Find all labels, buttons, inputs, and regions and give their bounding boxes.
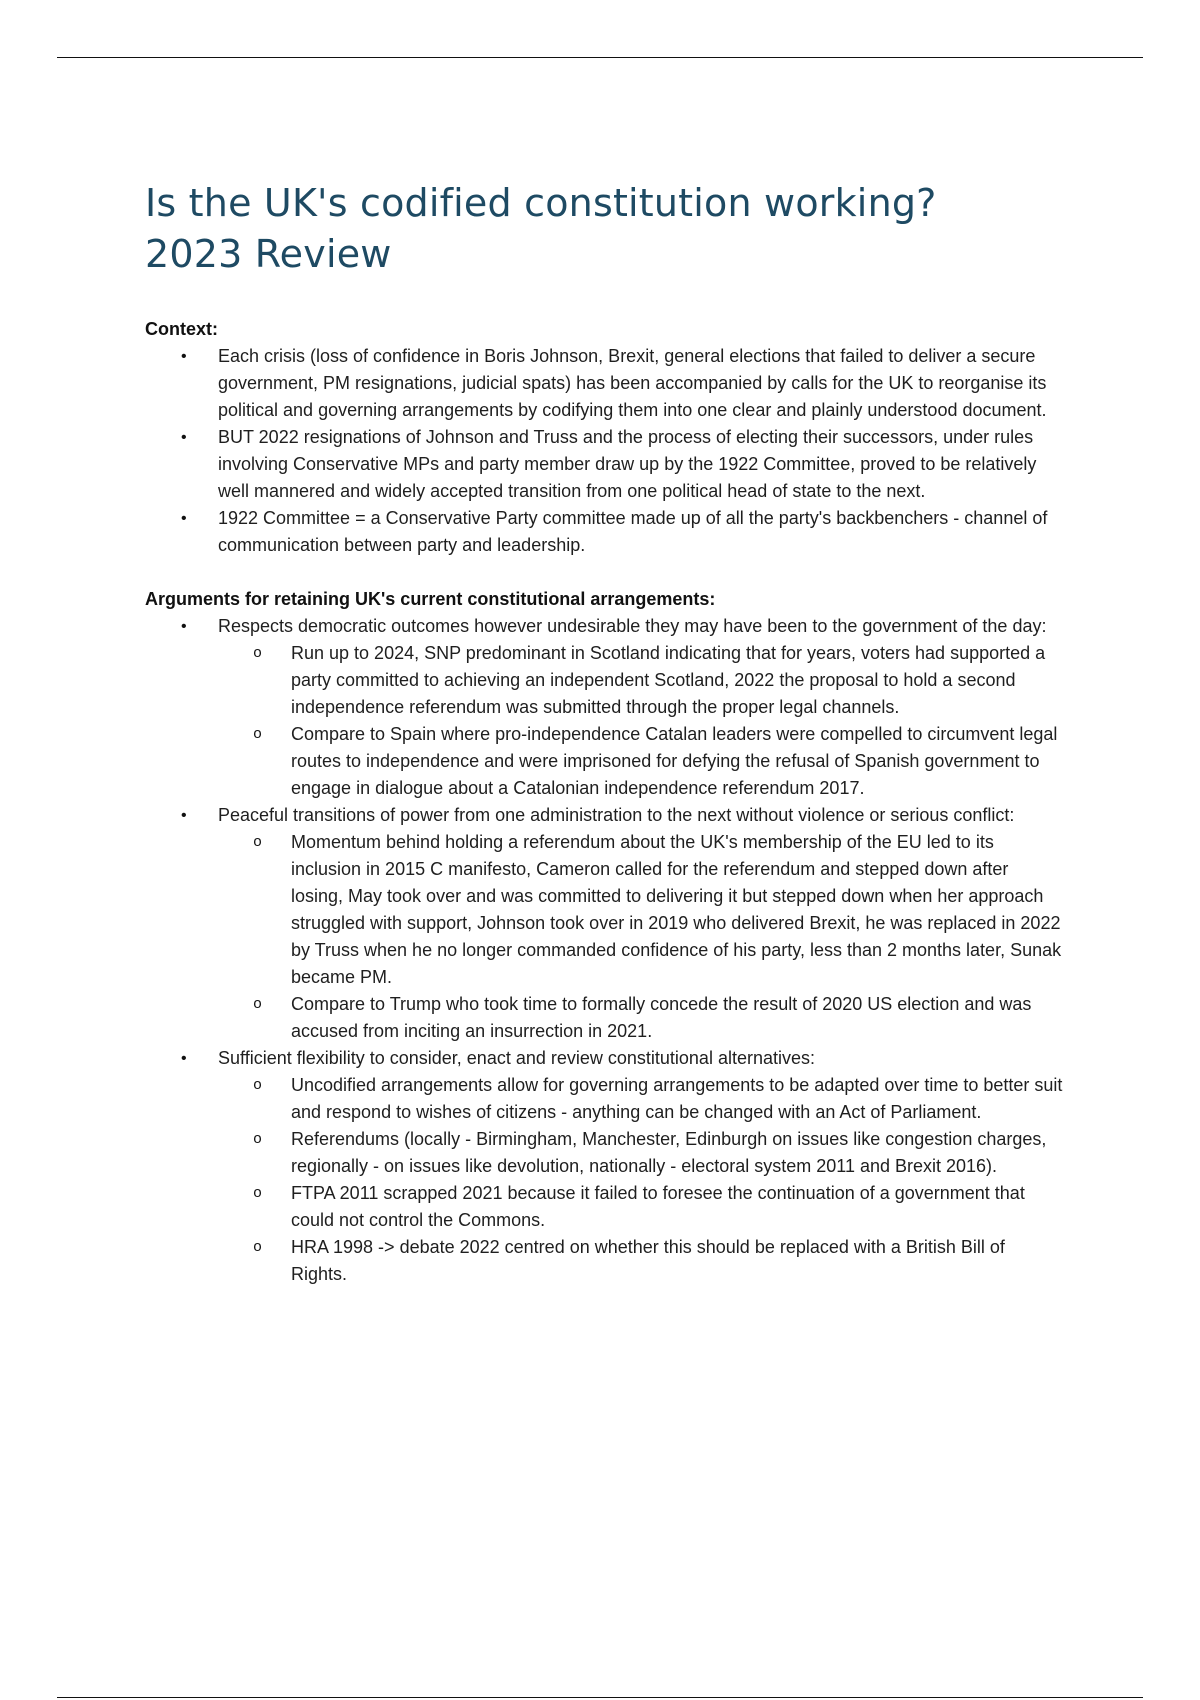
sub-bullet-icon: o (253, 1185, 263, 1202)
sub-bullet-icon: o (253, 1131, 263, 1148)
context-item-3 (145, 505, 1065, 559)
sub-bullet-icon: o (253, 1239, 263, 1256)
subpoint-item (218, 829, 1065, 991)
subpoint-item (218, 1126, 1065, 1180)
title-line-2: 2023 Review (145, 232, 392, 276)
context-item-text: 1922 Committee = a Conservative Party committee made up of all the party's backbenchers - channel of communication between party and leadership. (218, 508, 1048, 555)
sub-bullet-icon: o (253, 996, 263, 1013)
arguments-list (145, 613, 1065, 1288)
footer-rule (57, 1697, 1143, 1698)
sub-bullet-icon: o (253, 834, 263, 851)
subpoint-item (218, 1234, 1065, 1288)
document-body (145, 178, 1065, 1288)
bullet-icon: • (181, 348, 187, 365)
bullet-icon: • (181, 510, 187, 527)
context-item-2 (145, 424, 1065, 505)
argument-flexibility (145, 1045, 1065, 1288)
argument-democratic-outcomes (145, 613, 1065, 802)
context-list (145, 343, 1065, 559)
context-item-text: Each crisis (loss of confidence in Boris Johnson, Brexit, general elections that failed to deliver a secure government, PM resignations, judicial spats) has been accompanied by calls for the UK to reorganise its political and governing arrangements by codifying them into one clear and plainly understood document. (218, 346, 1047, 420)
subpoint-text: HRA 1998 -> debate 2022 centred on whether this should be replaced with a British Bill of Rights. (291, 1237, 1005, 1284)
bullet-icon: • (181, 429, 187, 446)
subpoint-text: FTPA 2011 scrapped 2021 because it failed to foresee the continuation of a government that could not control the Commons. (291, 1183, 1025, 1230)
subpoint-text: Compare to Trump who took time to formally concede the result of 2020 US election and was accused from inciting an insurrection in 2021. (291, 994, 1032, 1041)
subpoint-text: Run up to 2024, SNP predominant in Scotland indicating that for years, voters had supported a party committed to achieving an independent Scotland, 2022 the proposal to hold a second independence referendum was submitted through the proper legal channels. (291, 643, 1046, 717)
context-item-1 (145, 343, 1065, 424)
bullet-icon: • (181, 1050, 187, 1067)
bullet-icon: • (181, 807, 187, 824)
subpoint-item (218, 1072, 1065, 1126)
sub-bullet-icon: o (253, 726, 263, 743)
argument-subpoints (218, 1072, 1065, 1288)
argument-peaceful-transitions (145, 802, 1065, 1045)
header-rule (57, 57, 1143, 58)
title-line-1: Is the UK's codified constitution working? (145, 181, 937, 225)
context-heading: Context: (145, 319, 218, 339)
subpoint-item (218, 991, 1065, 1045)
argument-text: Respects democratic outcomes however undesirable they may have been to the government of the day: (218, 616, 1047, 636)
document-title (145, 178, 1065, 280)
arguments-heading: Arguments for retaining UK's current constitutional arrangements: (145, 589, 716, 609)
subpoint-item (218, 640, 1065, 721)
argument-text: Sufficient flexibility to consider, enact and review constitutional alternatives: (218, 1048, 815, 1068)
subpoint-text: Momentum behind holding a referendum about the UK's membership of the EU led to its inclusion in 2015 C manifesto, Cameron called for the referendum and stepped down after losing, May took over and was committed to delivering it but stepped down when her approach struggled with support, Johnson took over in 2019 who delivered Brexit, he was replaced in 2022 by Truss when he no longer commanded confidence of his party, less than 2 months later, Sunak became PM. (291, 832, 1062, 987)
subpoint-text: Referendums (locally - Birmingham, Manchester, Edinburgh on issues like congestion charges, regionally - on issues like devolution, nationally - electoral system 2011 and Brexit 2016). (291, 1129, 1047, 1176)
sub-bullet-icon: o (253, 645, 263, 662)
subpoint-item (218, 1180, 1065, 1234)
sub-bullet-icon: o (253, 1077, 263, 1094)
subpoint-text: Uncodified arrangements allow for governing arrangements to be adapted over time to better suit and respond to wishes of citizens - anything can be changed with an Act of Parliament. (291, 1075, 1063, 1122)
argument-subpoints (218, 640, 1065, 802)
subpoint-text: Compare to Spain where pro-independence Catalan leaders were compelled to circumvent legal routes to independence and were imprisoned for defying the refusal of Spanish government to engage in dialogue about a Catalonian independence referendum 2017. (291, 724, 1058, 798)
bullet-icon: • (181, 618, 187, 635)
context-item-text: BUT 2022 resignations of Johnson and Truss and the process of electing their successors, under rules involving Conservative MPs and party member draw up by the 1922 Committee, proved to be relatively well mannered and widely accepted transition from one political head of state to the next. (218, 427, 1037, 501)
argument-subpoints (218, 829, 1065, 1045)
subpoint-item (218, 721, 1065, 802)
argument-text: Peaceful transitions of power from one administration to the next without violence or serious conflict: (218, 805, 1015, 825)
